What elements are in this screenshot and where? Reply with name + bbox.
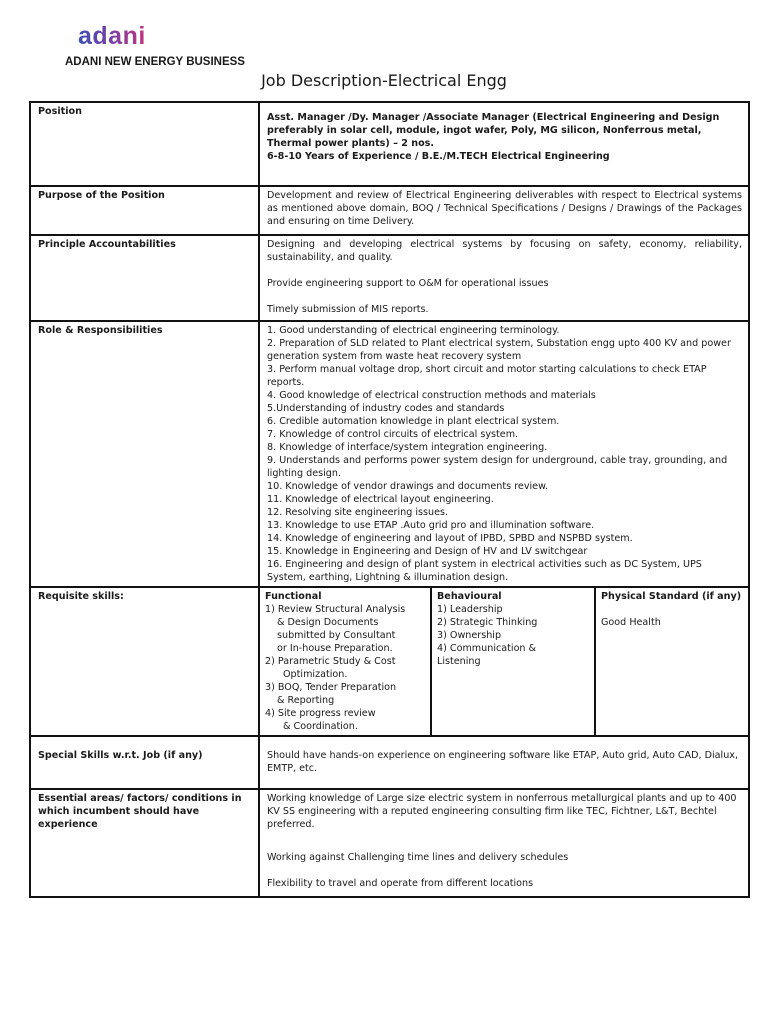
row-skills [30,587,749,736]
skills-cell [259,587,749,736]
essential-label: Essential areas/ factors/ conditions in which incumbent should have experience [30,789,259,897]
roles-label: Role & Responsibilities [30,321,259,587]
functional-item: Optimization. [283,669,348,680]
functional-item: 1) Review Structural Analysis [265,604,406,615]
behavioural-heading: Behavioural [437,591,502,602]
job-description-table [29,101,750,898]
essential-item: Flexibility to travel and operate from different locations [267,878,534,889]
functional-item: & Reporting [277,695,335,706]
purpose-label: Purpose of the Position [30,186,259,235]
physical-value: Good Health [601,617,661,628]
functional-item: 4) Site progress review [265,708,376,719]
row-purpose [30,186,749,235]
functional-column [260,588,431,735]
functional-heading: Functional [265,591,322,602]
row-essential [30,789,749,897]
essential-item: Working knowledge of Large size electric system in nonferrous metallurgical plants and up to 400 KV SS engineering with a reputed engineering consulting firm like TEC, Fichtner, L&T, Bechtel preferred. [267,793,737,830]
row-special-skills [30,736,749,789]
behavioural-item: 2) Strategic Thinking [437,617,538,628]
roles-list [259,321,749,587]
functional-item: 2) Parametric Study & Cost [265,656,396,667]
functional-item: & Design Documents [277,617,379,628]
company-name: ADANI NEW ENERGY BUSINESS [65,56,245,68]
functional-item: & Coordination. [283,721,358,732]
role-item: 7. Knowledge of control circuits of electrical system. [267,429,519,440]
position-line2: 6-8-10 Years of Experience / B.E./M.TECH Electrical Engineering [267,151,610,162]
accountability-item: Timely submission of MIS reports. [267,304,429,315]
behavioural-item: 3) Ownership [437,630,502,641]
document-title: Job Description-Electrical Engg [261,71,507,90]
row-accountabilities [30,235,749,321]
role-item: 9. Understands and performs power system design for underground, cable tray, grounding, and lighting design. [267,455,728,479]
skills-label: Requisite skills: [30,587,259,736]
row-position [30,102,749,186]
special-text: Should have hands-on experience on engineering software like ETAP, Auto grid, Auto CAD, Dialux, EMTP, etc. [259,736,749,789]
position-value [259,102,749,186]
accountabilities-list [259,235,749,321]
behavioural-item: 1) Leadership [437,604,503,615]
role-item: 5.Understanding of industry codes and standards [267,403,505,414]
functional-item: or In-house Preparation. [277,643,393,654]
special-label: Special Skills w.r.t. Job (if any) [30,736,259,789]
accountability-item: Designing and developing electrical systems by focusing on safety, economy, reliability, sustainability, and quality. [267,239,742,263]
position-line1: Asst. Manager /Dy. Manager /Associate Manager (Electrical Engineering and Design preferably in solar cell, module, ingot wafer, Poly, MG silicon, Nonferrous metal, Thermal power plants) – 2 nos. [267,112,720,149]
role-item: 16. Engineering and design of plant system in electrical activities such as DC System, UPS System, earthing, Lightning & illumination design. [267,559,702,583]
physical-heading: Physical Standard (if any) [601,591,742,602]
functional-item: submitted by Consultant [277,630,396,641]
role-item: 11. Knowledge of electrical layout engineering. [267,494,494,505]
role-item: 12. Resolving site engineering issues. [267,507,449,518]
accountability-item: Provide engineering support to O&M for operational issues [267,278,549,289]
role-item: 6. Credible automation knowledge in plant electrical system. [267,416,560,427]
essential-item: Working against Challenging time lines and delivery schedules [267,852,569,863]
purpose-text: Development and review of Electrical Engineering deliverables with respect to Electrical systems as mentioned above domain, BOQ / Technical Specifications / Designs / Drawings of the Packages and ensuring on time Delivery. [259,186,749,235]
skills-subtable [260,588,748,735]
adani-logo: adani [78,22,146,50]
row-roles [30,321,749,587]
role-item: 15. Knowledge in Engineering and Design of HV and LV switchgear [267,546,588,557]
physical-column [595,588,748,735]
position-label: Position [30,102,259,186]
role-item: 13. Knowledge to use ETAP .Auto grid pro and illumination software. [267,520,595,531]
accountabilities-label: Principle Accountabilities [30,235,259,321]
behavioural-item: 4) Communication & [437,643,537,654]
behavioural-item: Listening [437,656,481,667]
role-item: 1. Good understanding of electrical engineering terminology. [267,325,560,336]
role-item: 8. Knowledge of interface/system integration engineering. [267,442,548,453]
essential-list [259,789,749,897]
functional-item: 3) BOQ, Tender Preparation [265,682,397,693]
role-item: 3. Perform manual voltage drop, short circuit and motor starting calculations to check ETAP reports. [267,364,707,388]
role-item: 10. Knowledge of vendor drawings and documents review. [267,481,549,492]
behavioural-column [431,588,595,735]
role-item: 4. Good knowledge of electrical construction methods and materials [267,390,596,401]
role-item: 2. Preparation of SLD related to Plant electrical system, Substation engg upto 400 KV and power generation system from waste heat recovery system [267,338,731,362]
role-item: 14. Knowledge of engineering and layout of IPBD, SPBD and NSPBD system. [267,533,633,544]
